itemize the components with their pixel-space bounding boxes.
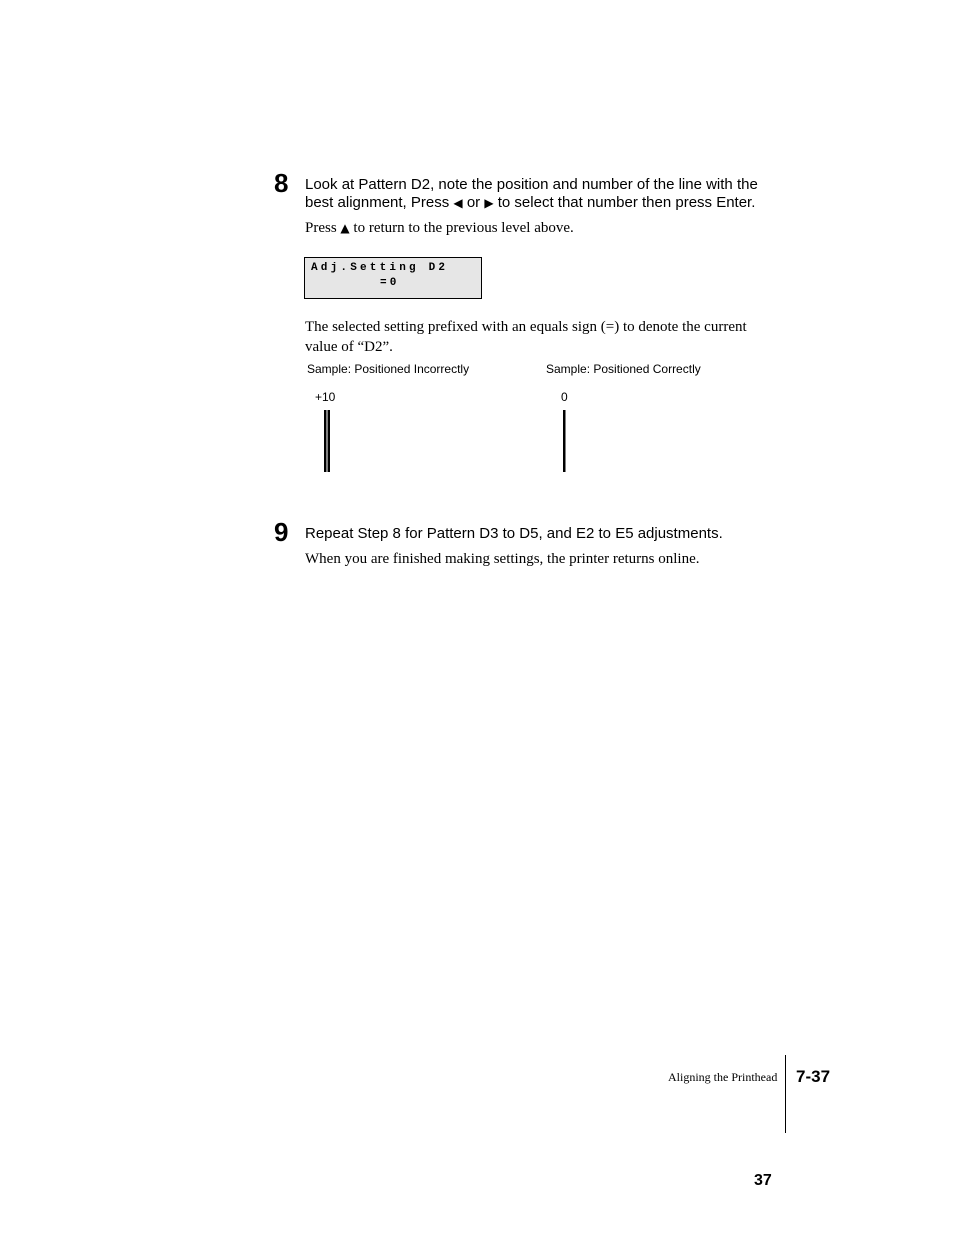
page-code: 7-37	[796, 1067, 831, 1086]
sample-incorrect-caption: Sample: Positioned Incorrectly	[307, 362, 470, 376]
sample-correct-value: 0	[561, 390, 568, 404]
right-arrow-icon: ▶	[484, 196, 494, 210]
step-8-number: 8	[274, 168, 289, 198]
incorrect-alignment-lines	[318, 405, 338, 475]
correct-alignment-line	[556, 405, 576, 475]
up-arrow-icon: ▲	[340, 221, 350, 235]
sample-incorrect-value: +10	[315, 390, 336, 404]
sample-correct-caption: Sample: Positioned Correctly	[546, 362, 701, 376]
step-9-note: When you are finished making settings, the printer returns online.	[305, 551, 700, 567]
misaligned-line-right	[328, 410, 331, 472]
left-arrow-icon: ◀	[453, 196, 463, 210]
step-8-line-1: Look at Pattern D2, note the position and number of the line with the	[305, 176, 758, 193]
step-8-instruction	[305, 176, 795, 212]
footer-divider	[785, 1055, 786, 1133]
misaligned-line-left	[324, 410, 327, 472]
section-title: Aligning the Printhead	[668, 1070, 778, 1084]
lcd-display	[304, 257, 482, 299]
aligned-line	[563, 410, 566, 472]
lcd-line-1: Adj.Setting D2	[311, 262, 449, 274]
setting-description: The selected setting prefixed with an equals sign (=) to denote the current value of “D2”.	[305, 319, 747, 355]
step-9-number: 9	[274, 517, 289, 547]
step-8-line-2: best alignment, Press ◀ or ▶ to select that number then press Enter.	[305, 194, 756, 211]
lcd-line-2: =0	[380, 277, 400, 289]
step-9-instruction: Repeat Step 8 for Pattern D3 to D5, and E2 to E5 adjustments.	[305, 525, 723, 542]
step-8-note: Press ▲ to return to the previous level above.	[305, 220, 574, 236]
page-number: 37	[754, 1172, 772, 1189]
